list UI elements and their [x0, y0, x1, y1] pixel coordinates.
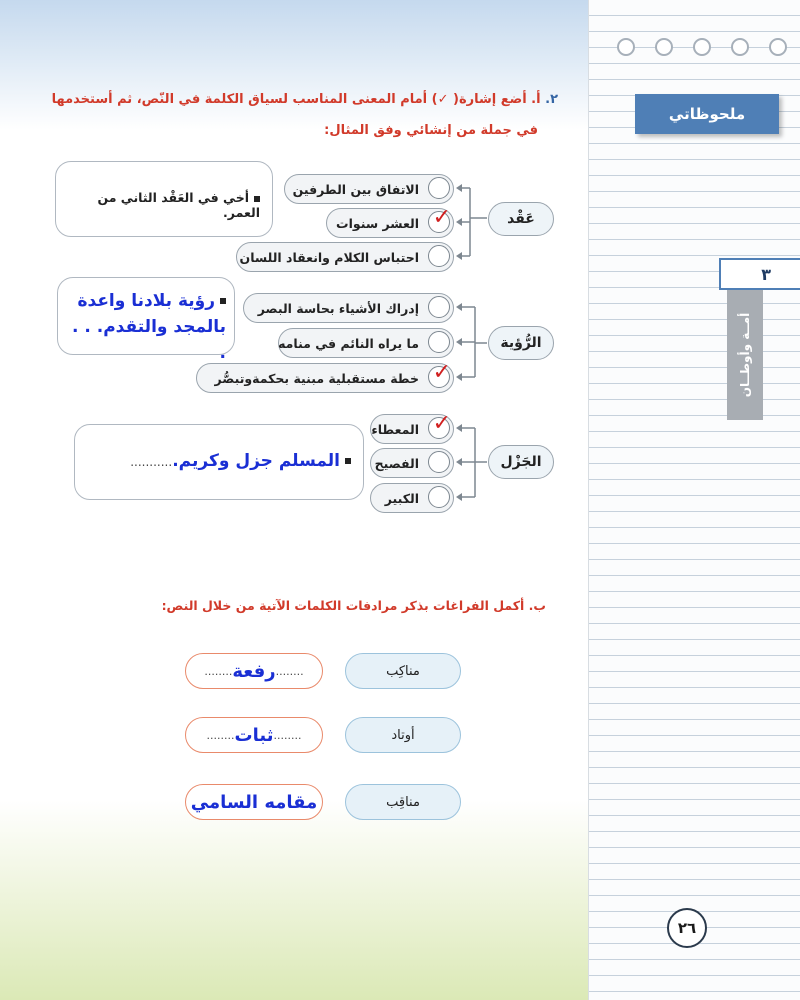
dots: ........ [206, 728, 235, 742]
bullet-icon [220, 298, 226, 304]
option-label: خطة مستقبلية مبنية بحكمةوتبصُّر [214, 370, 419, 386]
option-checkbox[interactable] [428, 360, 451, 388]
dots: ........ [204, 664, 233, 678]
option-label: الفصيح [374, 455, 419, 471]
option-checkbox[interactable] [428, 177, 450, 199]
word-jazl: الجَزْل [488, 445, 554, 479]
synonym-word-2: أوتاد [345, 717, 461, 753]
dots: . [172, 451, 179, 471]
answer-sentence-box[interactable] [74, 424, 364, 500]
handwritten-answer: مقامه السامي [190, 791, 318, 813]
option-label: الاتفاق بين الطرفين [292, 181, 419, 197]
ring-icon [769, 38, 787, 56]
option-checkbox[interactable] [428, 411, 451, 439]
exercise-number: ٢. [545, 92, 558, 107]
word-aqd: عَقْد [488, 202, 554, 236]
handwritten-answer: رفعة [232, 660, 276, 682]
option-jazl-3[interactable] [370, 483, 454, 513]
dots: ........ [273, 728, 302, 742]
option-checkbox[interactable] [428, 205, 451, 233]
option-ruya-3[interactable] [196, 360, 454, 393]
unit-title: أمــة وأوطــان [738, 312, 752, 398]
unit-title-tab [727, 290, 763, 420]
synonym-answer-3[interactable] [185, 784, 323, 820]
example-sentence-box [55, 161, 273, 237]
option-label: احتباس الكلام وانعقاد اللسان [239, 249, 419, 265]
handwritten-answer: بالمجد والتقدم. . . . [72, 317, 226, 363]
option-label: إدراك الأشياء بحاسة البصر [257, 300, 419, 316]
option-aqd-1[interactable] [284, 174, 454, 204]
synonym-word-1: مناكِب [345, 653, 461, 689]
ring-icon [731, 38, 749, 56]
option-aqd-2[interactable] [326, 205, 454, 238]
unit-number: ٣ [719, 258, 800, 290]
checkmark-icon: ✓ [432, 411, 451, 436]
option-checkbox[interactable] [428, 451, 450, 473]
answer-sentence-box[interactable] [57, 277, 235, 363]
bullet-icon [254, 196, 260, 202]
handwritten-answer: المسلم جزل وكريم [178, 451, 340, 471]
notes-page [588, 0, 800, 1000]
option-ruya-2[interactable] [278, 328, 454, 358]
instruction-line-2: في جملة من إنشائي وفق المثال: [324, 123, 538, 138]
word-ruya: الرُّؤية [488, 326, 554, 360]
ring-icon [655, 38, 673, 56]
handwritten-answer: ثبات [234, 724, 274, 746]
example-sentence: أخي في العَقْد الثاني من العمر. [97, 190, 260, 220]
synonym-answer-1[interactable] [185, 653, 323, 689]
synonym-answer-2[interactable] [185, 717, 323, 753]
page-number: ٢٦ [667, 908, 707, 948]
ring-icon [617, 38, 635, 56]
notes-title: ملحوظاتي [635, 94, 779, 134]
dots: ........... [130, 455, 173, 469]
option-label: الكبير [384, 490, 419, 506]
option-label: المعطاء [371, 421, 419, 437]
handwritten-answer: رؤية بلادنا واعدة [77, 291, 215, 311]
instruction-line-1: أ. أضع إشارة( ✓) أمام المعنى المناسب لسياق الكلمة في النّص، ثم أستخدمها [51, 92, 541, 107]
synonym-word-3: مناقِب [345, 784, 461, 820]
checkmark-icon: ✓ [432, 360, 451, 385]
option-label: ما يراه النائم في منامه [278, 335, 419, 351]
option-label: العشر سنوات [336, 215, 419, 231]
option-checkbox[interactable] [428, 296, 450, 318]
option-checkbox[interactable] [428, 486, 450, 508]
ring-icon [693, 38, 711, 56]
option-aqd-3[interactable] [236, 242, 454, 272]
option-jazl-1[interactable] [370, 411, 454, 444]
option-ruya-1[interactable] [243, 293, 454, 323]
option-jazl-2[interactable] [370, 448, 454, 478]
bullet-icon [345, 458, 351, 464]
option-checkbox[interactable] [428, 245, 450, 267]
part-b-instruction: ب. أكمل الفراغات بذكر مرادفات الكلمات الآتية من خلال النص: [161, 598, 546, 613]
dots: ........ [275, 664, 304, 678]
checkmark-icon: ✓ [432, 205, 451, 230]
option-checkbox[interactable] [428, 331, 450, 353]
